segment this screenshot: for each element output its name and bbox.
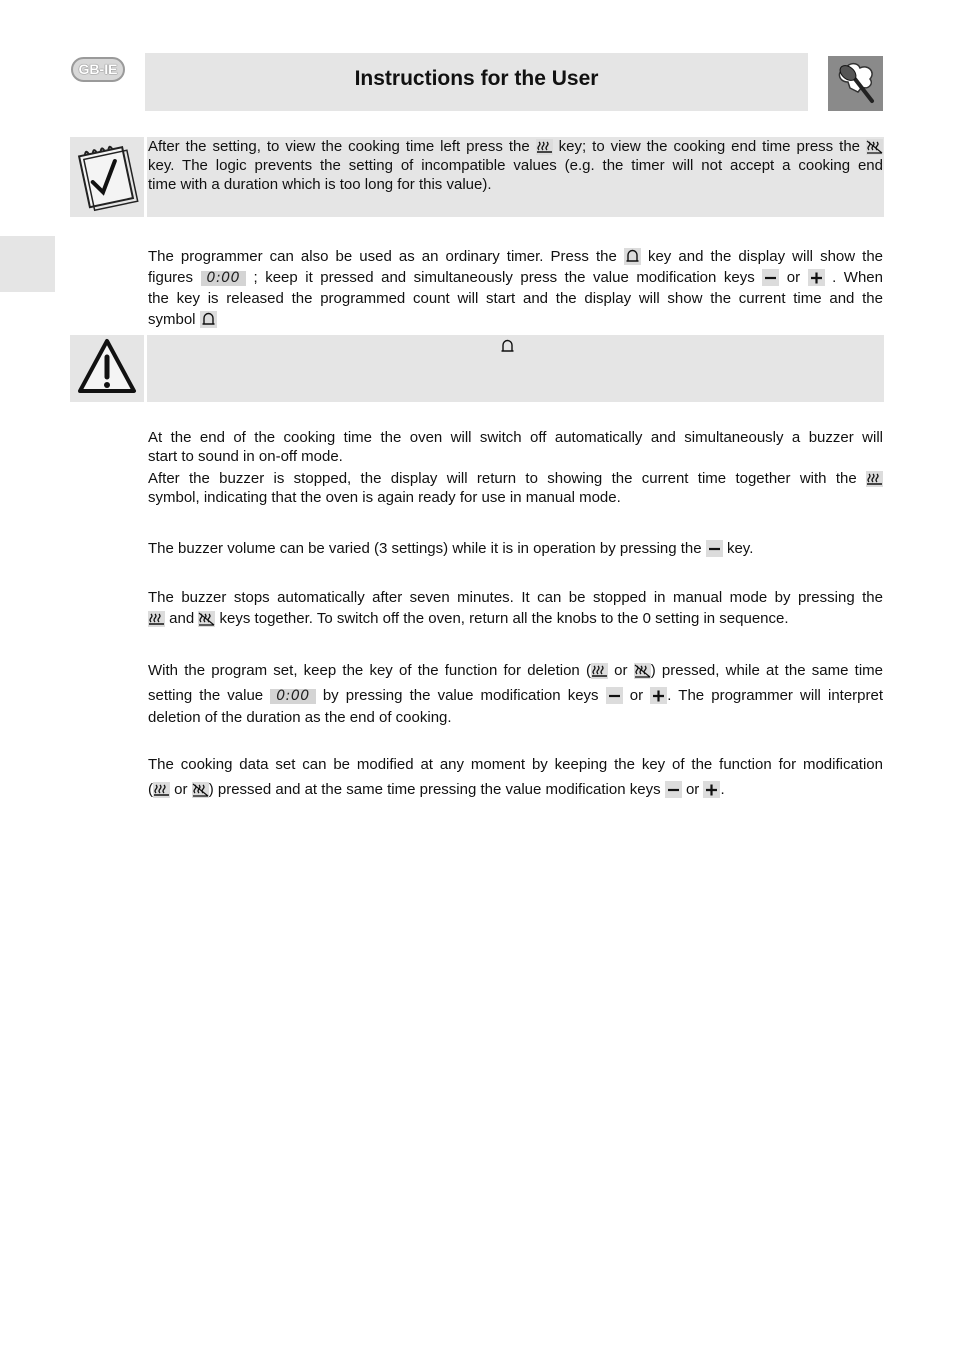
- warning-triangle-icon: [70, 335, 144, 402]
- text-fragment: and: [169, 610, 195, 627]
- cooking-end-key-icon: [198, 611, 215, 627]
- text-fragment: The programmer can also be used as an ordinary timer. Press the: [148, 248, 617, 265]
- timer-paragraph: [148, 246, 883, 330]
- text-fragment: ) pressed, while at the same time: [650, 662, 883, 679]
- text-line: the key is released the programmed count will start and the display will show the current time and the: [148, 290, 883, 307]
- plus-key-icon: [703, 781, 720, 798]
- minus-key-icon: [606, 687, 623, 704]
- text-line: start to sound in on-off mode.: [148, 448, 343, 465]
- text-line: time with a duration which is too long for this value).: [148, 176, 492, 193]
- text-fragment: After the setting, to view the cooking time left press the: [148, 138, 530, 155]
- text-fragment: key and the display will show the: [647, 248, 884, 265]
- language-badge: GB-IE: [71, 57, 125, 82]
- warning-icon-panel: [70, 335, 144, 402]
- minus-key-icon: [665, 781, 682, 798]
- stop-paragraph: [148, 587, 883, 629]
- cooking-end-key-icon: [634, 663, 651, 679]
- end-paragraph: [148, 428, 883, 507]
- notepad-check-icon: [70, 137, 144, 217]
- minus-key-icon: [706, 540, 723, 557]
- text-line: The buzzer stops automatically after seven minutes. It can be stopped in manual mode by pressing the: [148, 589, 883, 606]
- text-line: symbol, indicating that the oven is again ready for use in manual mode.: [148, 489, 621, 506]
- bell-symbol-icon: [499, 338, 516, 355]
- cooking-time-key-icon: [536, 139, 553, 155]
- chef-logo-icon: [828, 56, 883, 111]
- text-line: deletion of the duration as the end of cooking.: [148, 709, 452, 726]
- cooking-time-key-icon: [866, 471, 883, 487]
- text-fragment: symbol: [148, 311, 196, 328]
- text-fragment: or: [174, 781, 188, 798]
- text-fragment: The buzzer volume can be varied (3 settings) while it is in operation by pressing the: [148, 540, 702, 557]
- text-fragment: or: [629, 687, 644, 704]
- page-title: Instructions for the User: [145, 53, 808, 111]
- warning-panel: [147, 335, 884, 402]
- display-value: 0:00: [270, 689, 315, 704]
- cooking-time-key-icon: [148, 611, 165, 627]
- delete-paragraph: [148, 660, 883, 729]
- text-line: key. The logic prevents the setting of incompatible values (e.g. the timer will not accept a cooking end: [148, 157, 883, 174]
- note-icon-panel: [70, 137, 144, 217]
- text-fragment: After the buzzer is stopped, the display will return to showing the current time together with the: [148, 470, 857, 487]
- note-text: [148, 137, 883, 194]
- text-fragment: or: [786, 269, 801, 286]
- text-fragment: With the program set, keep the key of the function for deletion (: [148, 662, 591, 679]
- bell-key-icon: [624, 248, 641, 265]
- plus-key-icon: [650, 687, 667, 704]
- cooking-time-key-icon: [153, 782, 170, 798]
- text-fragment: or: [685, 781, 700, 798]
- cooking-end-key-icon: [192, 782, 209, 798]
- cooking-end-key-icon: [866, 139, 883, 155]
- text-fragment: or: [614, 662, 628, 679]
- text-line: At the end of the cooking time the oven will switch off automatically and simultaneously a buzzer will: [148, 429, 883, 446]
- text-fragment: setting the value: [148, 687, 264, 704]
- text-fragment: .: [720, 781, 725, 798]
- text-fragment: (: [148, 781, 153, 798]
- text-fragment: . When: [832, 269, 883, 286]
- text-fragment: ; keep it pressed and simultaneously press the value modification keys: [253, 269, 755, 286]
- text-fragment: . The programmer will interpret: [667, 687, 884, 704]
- display-value: 0:00: [201, 271, 246, 286]
- text-fragment: ) pressed and at the same time pressing the value modification keys: [208, 781, 661, 798]
- text-fragment: figures: [148, 269, 194, 286]
- side-tab: [0, 236, 55, 292]
- text-fragment: key.: [726, 540, 754, 557]
- volume-paragraph: [148, 539, 883, 558]
- cooking-time-key-icon: [591, 663, 608, 679]
- modify-paragraph: [148, 754, 883, 801]
- text-line: The cooking data set can be modified at any moment by keeping the key of the function for modification: [148, 756, 883, 773]
- bell-symbol-icon: [200, 311, 217, 328]
- plus-key-icon: [808, 269, 825, 286]
- minus-key-icon: [762, 269, 779, 286]
- text-fragment: keys together. To switch off the oven, return all the knobs to the 0 setting in sequence.: [219, 610, 789, 627]
- text-fragment: by pressing the value modification keys: [322, 687, 599, 704]
- text-fragment: key; to view the cooking end time press the: [558, 138, 861, 155]
